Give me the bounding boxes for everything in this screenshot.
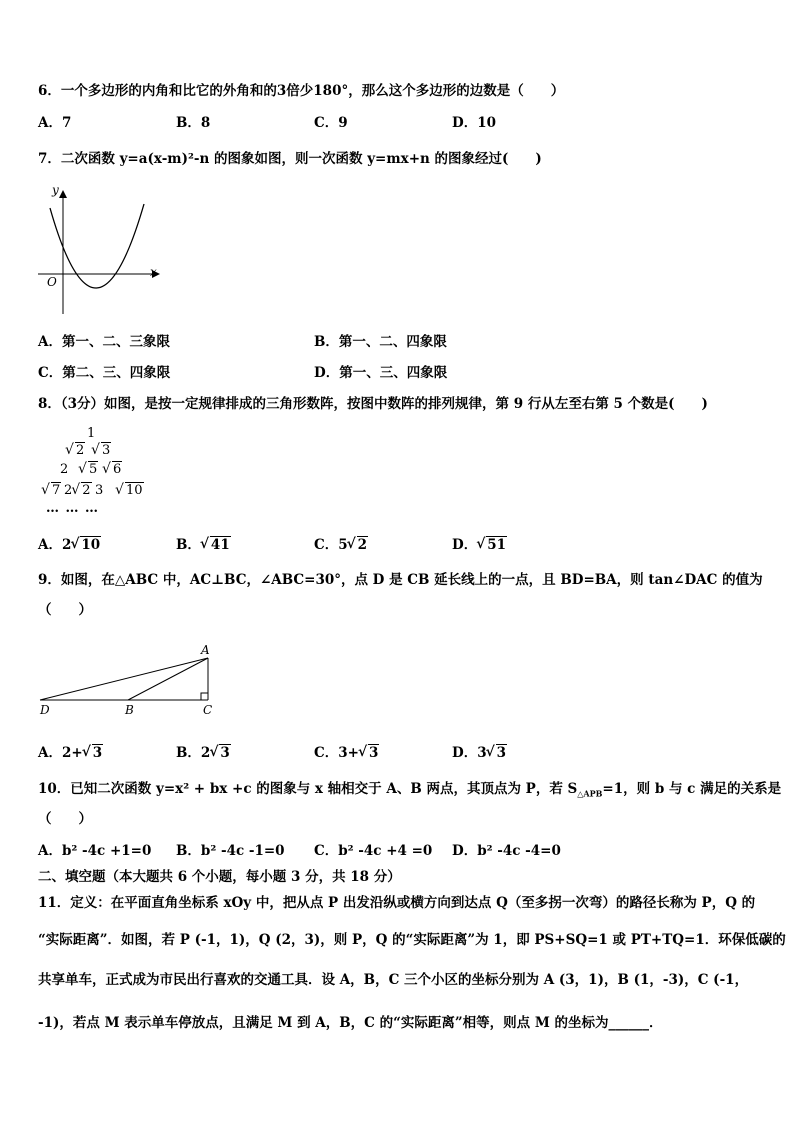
q6-stem: 6．一个多边形的内角和比它的外角和的3倍少180°，那么这个多边形的边数是（ ） (38, 83, 565, 99)
q9-option-b: B．2√ 3 (176, 744, 231, 762)
q10-option-b: B．b² -4c -1=0 (176, 843, 285, 859)
q7-option-a: A．第一、二、三象限 (38, 334, 170, 350)
q6-option-a: A．7 (38, 115, 72, 131)
tri-row4-d: √ 10 (116, 484, 144, 498)
q6-option-b: B．8 (176, 115, 211, 131)
tri-row2-b: √ 3 (92, 444, 111, 458)
line-da (40, 658, 208, 700)
q7-stem: 7．二次函数 y=a(x-m)²-n 的图象如图，则一次函数 y=mx+n 的图象经过( ) (38, 151, 542, 167)
q6-option-d: D．10 (452, 115, 496, 131)
q9-option-c: C．3+√ 3 (314, 744, 379, 762)
q11-line-4: -1)，若点 M 表示单车停放点，且满足 M 到 A，B，C 的“实际距离”相等，则点 M 的坐标为______． (38, 1015, 663, 1031)
parabola-curve (50, 204, 144, 288)
q9-stem: 9．如图，在△ABC 中，AC⊥BC，∠ABC=30°，点 D 是 CB 延长线上的一点，且 BD=BA，则 tan∠DAC 的值为 (38, 572, 763, 588)
q11-line-1: 11．定义：在平面直角坐标系 xOy 中，把从点 P 出发沿纵或横方向到达点 Q（至多拐一次弯）的路径长称为 P，Q 的 (38, 895, 756, 911)
tri-row4-c: 3 (95, 483, 104, 498)
label-b: B (125, 703, 134, 717)
q8-stem: 8．（3分）如图，是按一定规律排成的三角形数阵，按图中数阵的排列规律，第 9 行从左至右第 5 个数是( ) (38, 396, 708, 412)
q11-line-2: “实际距离”．如图，若 P (-1，1)，Q (2，3)，则 P，Q 的“实际距离”为 1，即 PS+SQ=1 或 PT+TQ=1．环保低碳的 (38, 932, 786, 948)
label-c: C (203, 703, 213, 717)
q7-option-b: B．第一、二、四象限 (314, 334, 447, 350)
tri-ellipsis: … … … (46, 501, 100, 516)
q8-option-d: D．√ 51 (452, 536, 507, 554)
q8-option-c: C．5√ 2 (314, 536, 368, 554)
tri-row3-b: √ 5 (79, 463, 98, 477)
label-d: D (40, 703, 50, 717)
q10-stem: 10．已知二次函数 y=x² + bx +c 的图象与 x 轴相交于 A、B 两点，其顶点为 P，若 $S_{\triangle APB}=1$，则 b 与 c 满足的关系是 (38, 781, 782, 799)
tri-row3-c: √ 6 (103, 463, 122, 477)
q7-option-d: D．第一、三、四象限 (314, 365, 448, 381)
section2-heading: 二、填空题（本大题共 6 个小题，每小题 3 分，共 18 分） (38, 869, 401, 885)
q6-option-c: C．9 (314, 115, 348, 131)
q10-paren: （ ） (38, 811, 92, 827)
right-angle-mark (201, 693, 208, 700)
q9-triangle-figure (30, 640, 230, 722)
q10-option-a: A．b² -4c +1=0 (38, 843, 152, 859)
q8-option-a: A．2√ 10 (38, 536, 101, 554)
q7-parabola-graph (30, 180, 170, 320)
q8-option-b: B．√ 41 (176, 536, 231, 554)
q11-line-3: 共享单车，正式成为市民出行喜欢的交通工具．设 A，B，C 三个小区的坐标分别为 A (3，1)，B (1，-3)，C (-1， (38, 972, 749, 988)
q9-option-a: A．2+√ 3 (38, 744, 103, 762)
y-axis-label: y (52, 183, 59, 197)
tri-row4-a: √ 7 (42, 484, 61, 498)
tri-row3-a: 2 (60, 462, 69, 477)
q9-paren: （ ） (38, 602, 92, 618)
q10-option-d: D．b² -4c -4=0 (452, 843, 561, 859)
q10-option-c: C．b² -4c +4 =0 (314, 843, 433, 859)
y-axis-arrow (59, 190, 67, 198)
x-axis-label: x (150, 265, 157, 279)
tri-row4-b: 2√ 2 (64, 484, 92, 498)
origin-label: O (47, 275, 57, 289)
q7-option-c: C．第二、三、四象限 (38, 365, 171, 381)
tri-row1: 1 (87, 426, 96, 441)
tri-row2-a: √ 2 (66, 444, 85, 458)
line-ba (128, 658, 208, 700)
label-a: A (201, 643, 210, 657)
q9-option-d: D．3√ 3 (452, 744, 507, 762)
